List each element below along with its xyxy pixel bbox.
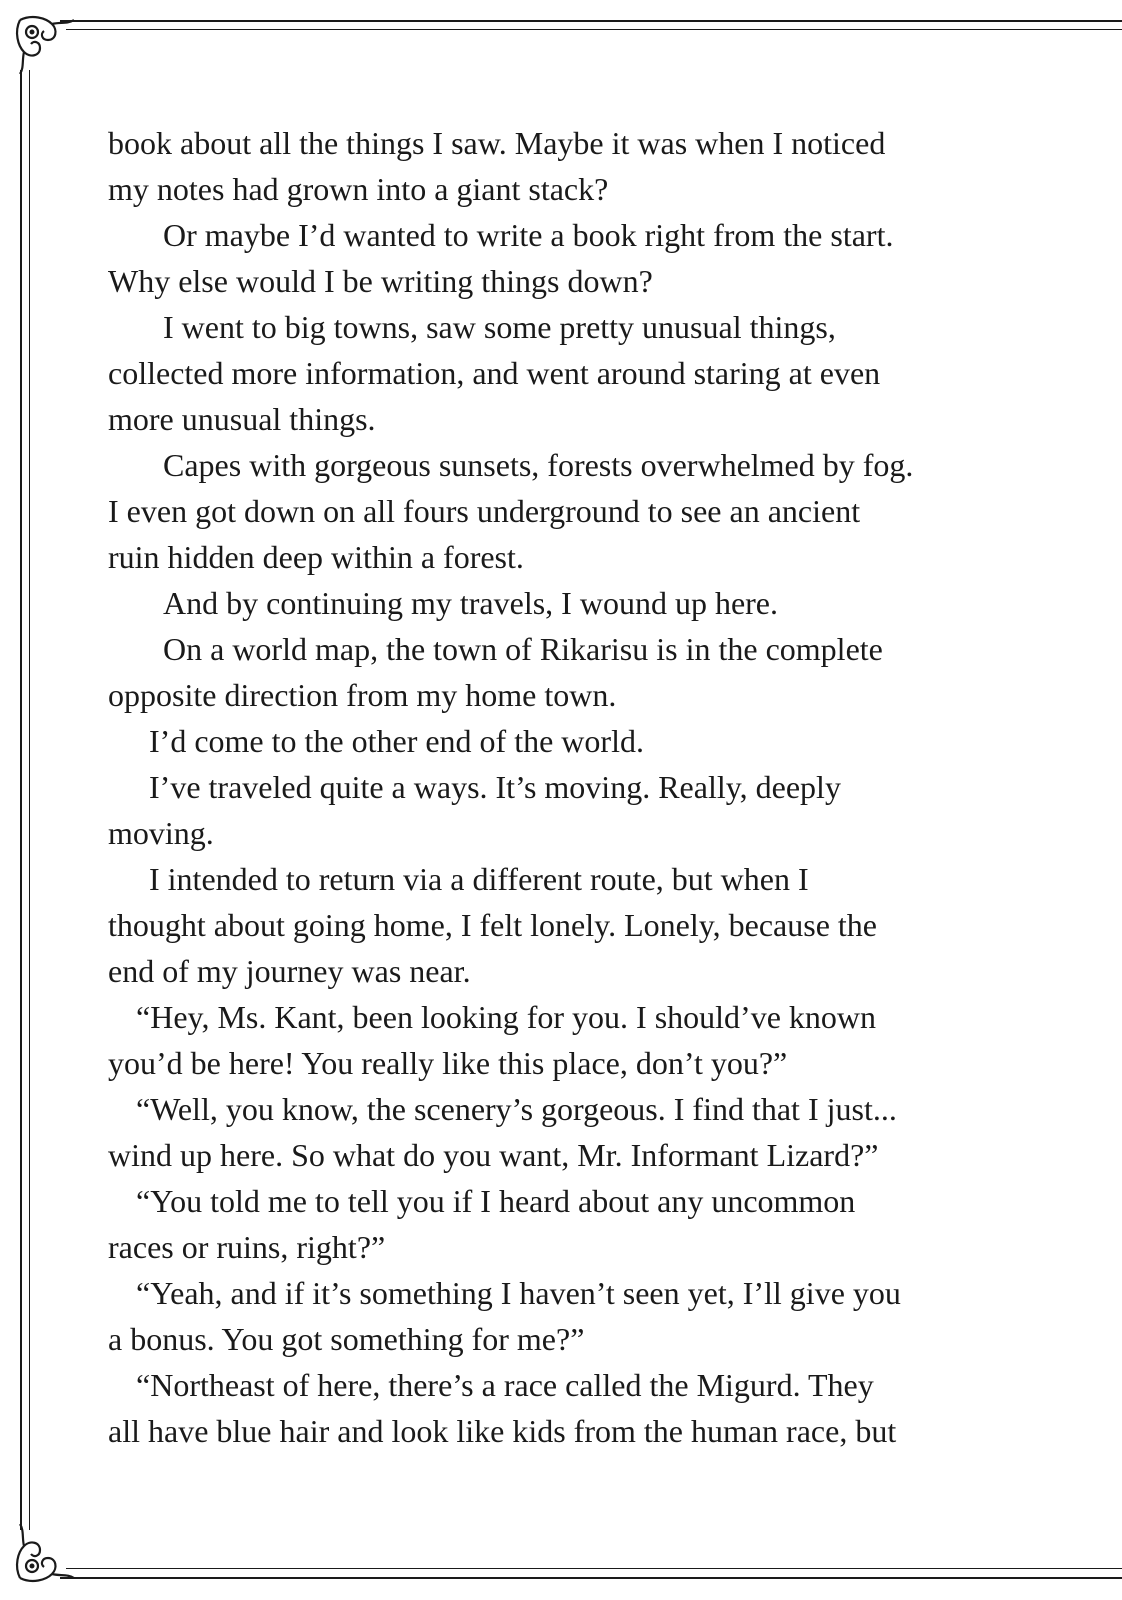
text-line: On a world map, the town of Rikarisu is in the complete [163, 631, 883, 667]
text-line: ruin hidden deep within a forest. [108, 539, 524, 575]
frame-border-left-inner [29, 70, 30, 1530]
text-line: “You told me to tell you if I heard about any uncommon [136, 1183, 856, 1219]
text-line: thought about going home, I felt lonely. Lonely, because the [108, 907, 877, 943]
corner-ornament-icon [12, 1522, 76, 1586]
text-line: “Hey, Ms. Kant, been looking for you. I should’ve known [136, 999, 877, 1035]
body-text [108, 120, 1008, 1454]
frame-border-top [60, 20, 1122, 22]
text-line: you’d be here! You really like this place, don’t you?” [108, 1045, 788, 1081]
text-line: races or ruins, right?” [108, 1229, 386, 1265]
text-line: moving. [108, 815, 214, 851]
text-line: I even got down on all fours underground to see an ancient [108, 493, 861, 529]
frame-border-left [20, 70, 22, 1530]
text-line: “Northeast of here, there’s a race called the Migurd. They [136, 1367, 874, 1403]
text-line: Or maybe I’d wanted to write a book right from the start. [163, 217, 894, 253]
text-line: “Well, you know, the scenery’s gorgeous. I find that I just... [136, 1091, 897, 1127]
text-line: I’ve traveled quite a ways. It’s moving. Really, deeply [149, 769, 841, 805]
text-line: Why else would I be writing things down? [108, 263, 653, 299]
corner-ornament-icon [12, 12, 76, 76]
text-line: “Yeah, and if it’s something I haven’t seen yet, I’ll give you [136, 1275, 901, 1311]
text-line: collected more information, and went around staring at even [108, 355, 881, 391]
frame-border-bottom-inner [66, 1568, 1122, 1569]
text-line: I went to big towns, saw some pretty unusual things, [163, 309, 836, 345]
text-line: more unusual things. [108, 401, 376, 437]
text-line: I intended to return via a different route, but when I [149, 861, 809, 897]
text-line: my notes had grown into a giant stack? [108, 171, 609, 207]
text-line: And by continuing my travels, I wound up here. [163, 585, 778, 621]
frame-border-top-inner [66, 29, 1122, 30]
text-line: book about all the things I saw. Maybe it was when I noticed [108, 125, 886, 161]
text-line: Capes with gorgeous sunsets, forests overwhelmed by fog. [163, 447, 914, 483]
text-line: wind up here. So what do you want, Mr. Informant Lizard?” [108, 1137, 879, 1173]
text-line: opposite direction from my home town. [108, 677, 617, 713]
frame-border-bottom [60, 1577, 1122, 1579]
text-line: all have blue hair and look like kids from the human race, but [108, 1413, 897, 1449]
text-line: I’d come to the other end of the world. [149, 723, 644, 759]
text-line: end of my journey was near. [108, 953, 471, 989]
text-line: a bonus. You got something for me?” [108, 1321, 585, 1357]
